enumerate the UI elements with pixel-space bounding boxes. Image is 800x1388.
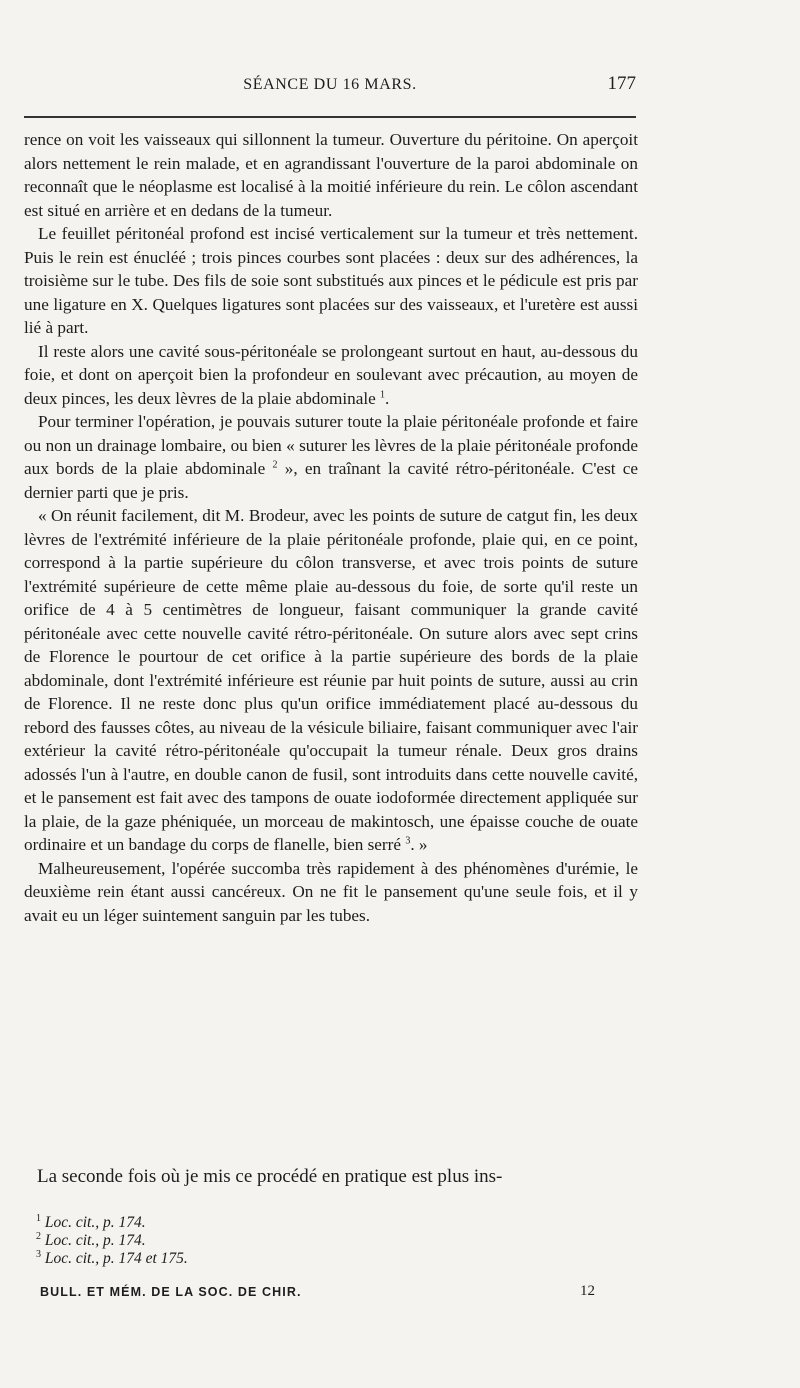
- page-number: 177: [607, 73, 636, 94]
- footnote-ref-3: 3: [405, 835, 411, 847]
- header-rule: [24, 116, 636, 118]
- paragraph-2: Le feuillet péritonéal profond est incisé verticalement sur la tumeur et très nettement. Puis le rein est énucléé ; trois pinces courbes sont placées : deux sur des adhérences, la troisième sur le tube. Des fils de soie sont substitués aux pinces et le pédicule est pris par une ligature en X. Quelques ligatures sont placées sur des vaisseaux, et l'uretère est aussi lié à part.: [24, 224, 638, 337]
- footnote-ref-1: 1: [380, 388, 386, 400]
- footnote-number: 2: [36, 1230, 41, 1242]
- printer-signature: BULL. ET MÉM. DE LA SOC. DE CHIR.: [40, 1285, 302, 1299]
- paragraph-3-text: Il reste alors une cavité sous-péritonéale se prolongeant surtout en haut, au-dessous du foie, et dont on aperçoit bien la profondeur en soulevant avec précaution, au moyen de deux pinces, les deux lèvres de la plaie abdominale: [24, 341, 638, 408]
- paragraph-5-text: « On réunit facilement, dit M. Brodeur, avec les points de suture de catgut fin, les deux lèvres de l'extrémité inférieure de la plaie péritonéale profonde, plaie qui, en ce point, correspond à la partie supérieure du côlon transverse, et avec trois points de suture l'extrémité supérieure de cette même plaie au-dessous du foie, de sorte qu'il reste un orifice de 4 à 5 centimètres de longueur, faisant communiquer la grande cavité péritonéale avec cette nouvelle cavité rétro-péritonéale. On suture alors avec sept crins de Florence le pourtour de cet orifice à la partie supérieure des bords de la plaie abdominale, dont l'extrémité inférieure est réunie par huit points de suture, aussi au crin de Florence. Il ne reste donc plus qu'un orifice immédiatement placé au-dessous du rebord des fausses côtes, au niveau de la vésicule biliaire, faisant communiquer avec l'air extérieur la cavité rétro-péritonéale qu'occupait la tumeur rénale. Deux gros drains adossés l'un à l'autre, en double canon de fusil, sont introduits dans cette nouvelle cavité, et le pansement est fait avec des tampons de ouate iodoformée directement appliquée sur la plaie, de la gaze phéniquée, un morceau de makintosch, une épaisse couche de ouate ordinaire et un bandage du corps de flanelle, bien serré: [24, 506, 638, 854]
- paragraph-3: [24, 340, 638, 411]
- running-head: [24, 73, 636, 100]
- paragraph-4: [24, 410, 638, 504]
- footnote-text: Loc. cit., p. 174.: [44, 1232, 146, 1249]
- footnote-2: [36, 1232, 636, 1250]
- running-title: SÉANCE DU 16 MARS.: [243, 76, 417, 93]
- footnote-number: 3: [36, 1248, 41, 1260]
- footnotes: [36, 1214, 636, 1268]
- footnote-3: [36, 1250, 636, 1268]
- paragraph-7: La seconde fois où je mis ce procédé en pratique est plus ins-: [37, 1166, 503, 1187]
- paragraph-6: Malheureusement, l'opérée succomba très rapidement à des phénomènes d'urémie, le deuxième rein étant aussi cancéreux. On ne fit le pansement qu'une seule fois, et il y avait eu un léger suintement sanguin par les tubes.: [24, 858, 638, 925]
- footnote-ref-2: 2: [272, 459, 278, 471]
- paragraph-5-end: . »: [410, 835, 428, 854]
- footnote-text: Loc. cit., p. 174 et 175.: [44, 1250, 188, 1267]
- paragraph-5: [24, 504, 638, 857]
- footnote-number: 1: [36, 1212, 41, 1224]
- paragraph-3-end: .: [385, 388, 390, 408]
- footnote-text: Loc. cit., p. 174.: [44, 1214, 146, 1231]
- body-text: [24, 128, 638, 927]
- paragraph-4-end: », en traînant la cavité rétro-péritonéale. C'est ce dernier parti que je pris.: [24, 459, 639, 502]
- paragraph-1: rence on voit les vaisseaux qui sillonnent la tumeur. Ouverture du péritoine. On aperçoit alors nettement le rein malade, et en agrandissant l'ouverture de la paroi abdominale on reconnaît que le néoplasme est localisé à la moitié inférieure du rein. Le côlon ascendant est situé en arrière et en dedans de la tumeur.: [24, 130, 638, 220]
- paragraph-4-text: Pour terminer l'opération, je pouvais suturer toute la plaie péritonéale profonde et faire ou non un drainage lombaire, ou bien « suturer les lèvres de la plaie péritonéale profonde aux bords de la plaie abdominale: [24, 412, 638, 478]
- page-footer: [40, 1285, 595, 1307]
- footnote-1: [36, 1214, 636, 1232]
- sheet-number: 12: [580, 1283, 595, 1299]
